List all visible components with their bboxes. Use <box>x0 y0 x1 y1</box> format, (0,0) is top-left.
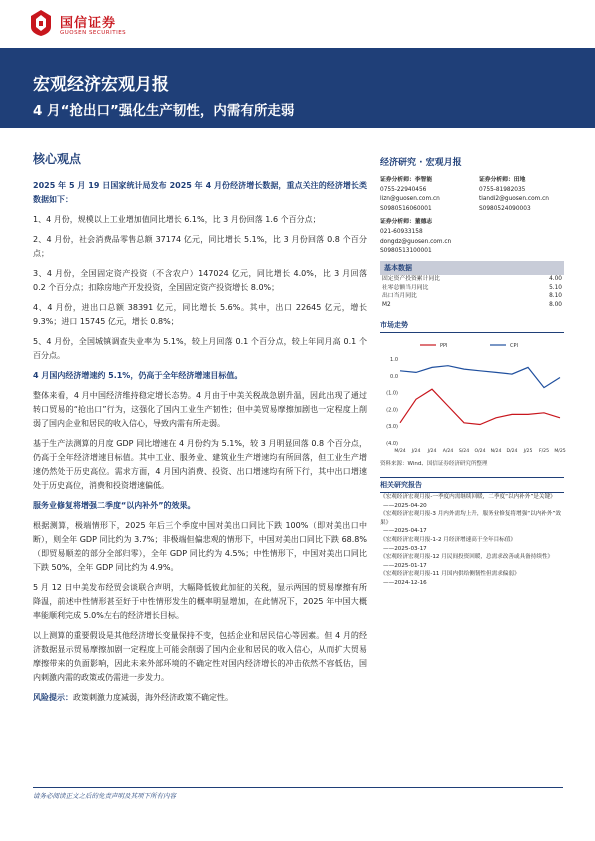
section-1-title: 4 月国内经济增速约 5.1%，仍高于全年经济增速目标值。 <box>33 371 243 380</box>
basic-data-table <box>380 275 564 310</box>
header-bar <box>0 0 595 48</box>
basic-data-value: 8.10 <box>549 293 562 300</box>
x-tick-label: D/24 <box>506 448 518 454</box>
y-tick-label: 1.0 <box>390 356 398 363</box>
related-report-item[interactable] <box>380 536 564 553</box>
data-item-4: 4、4 月份，进出口总额 38391 亿元，同比增长 5.6%。其中，出口 22645 亿元，增长 9.3%；进口 15745 亿元，增长 0.8%； <box>33 303 367 326</box>
chart-svg <box>380 335 564 457</box>
section-1-paragraph-2: 基于生产法测算的月度 GDP 同比增速在 4 月份约为 5.1%，较 3 月明显回落 0.8 个百分点，仍高于全年经济增速目标值。其中工业、服务业、建筑业生产增速均有所回落，但工业生产增速仍然处于历史高位。需求方面，4 月国内消费、投资、出口增速均有所下行，其中出口增速处于历史高位，消费和投资增速偏低。 <box>33 439 367 490</box>
main-column <box>33 150 367 711</box>
related-report-date: ——2025-01-17 <box>383 562 427 569</box>
x-tick-label: O/24 <box>474 448 486 454</box>
risk-text: 政策刺激力度减弱，海外经济政策不确定性。 <box>73 693 233 702</box>
basic-data-value: 8.00 <box>549 302 562 309</box>
x-tick-label: J/24 <box>427 448 437 454</box>
analyst-phone: 0755-22940456 <box>380 186 427 193</box>
analyst-label: 证券分析师：田地 <box>479 177 526 183</box>
basic-data-label: 出口当月同比 <box>382 293 417 300</box>
related-report-date: ——2024-12-16 <box>383 579 427 586</box>
section-2-paragraph-1: 根据测算，极端情形下，2025 年后三个季度中国对美出口同比下跌 100%（即对美出口中断），则全年 GDP 同比约为 3.7%；非极端但偏悲观的情形下，中国对美出口同比下跌 68.8%（即贸易顺差的部分全部归零），全年 GDP 同比约为 4.5%；中性情形下，中国对美出口同比下跌 50%，全年 GDP 同比约为 4.9%。 <box>33 521 367 572</box>
x-tick-label: M/24 <box>394 448 406 454</box>
title-banner <box>0 48 595 128</box>
side-column <box>380 155 564 587</box>
related-report-item[interactable] <box>380 553 564 570</box>
related-report-item[interactable] <box>380 570 564 587</box>
section-2-paragraph-3: 以上测算的重要假设是其他经济增长变量保持不变，包括企业和居民信心等因素。但 4 月的经济数据显示贸易摩擦加剧一定程度上可能会削弱了国内企业和居民的收入信心，从而扩大贸易摩擦带来的负面影响，因此未来外部环境的不确定性对国内经济增长的冲击依然不容低估，国内刺激内需的政策或仍需进一步发力。 <box>33 631 367 682</box>
related-report-item[interactable] <box>380 493 564 510</box>
intro-paragraph: 2025 年 5 月 19 日国家统计局发布 2025 年 4 月份经济增长数据，重点关注的经济增长类数据如下： <box>33 181 367 204</box>
y-tick-label: (1.0) <box>386 390 398 397</box>
basic-data-value: 4.00 <box>549 275 562 282</box>
analyst-label: 证券分析师：董德志 <box>380 219 433 226</box>
related-report-item[interactable] <box>380 510 564 536</box>
related-report-date: ——2025-04-20 <box>383 502 427 509</box>
related-report-title[interactable]: 《宏观经济宏观月报-一季度内需继续回暖，二季度“以内补外”是关键》 <box>380 493 556 500</box>
data-item-2: 2、4 月份，社会消费品零售总额 37174 亿元，同比增长 5.1%，比 3 月份回落 0.8 个百分点； <box>33 235 367 258</box>
footer-divider <box>33 787 563 788</box>
related-report-title[interactable]: 《宏观经济宏观月报-3 月内外需均上升，服务业修复将增强“以内补外”效果》 <box>380 511 561 526</box>
basic-data-row <box>380 275 564 284</box>
x-tick-label: J/24 <box>411 448 421 454</box>
section-2-paragraph-2: 5 月 12 日中美发布经贸会谈联合声明，大幅降低彼此加征的关税，显示两国的贸易摩擦有所降温，前述中性情形甚至好于中性情形发生的概率明显增加，在此情况下，2025 年中国大概率能顺利完成 5.0%左右的经济增长目标。 <box>33 583 367 620</box>
x-tick-label: N/24 <box>490 448 502 454</box>
risk-warning <box>33 691 367 705</box>
brand-name-cn: 国信证券 <box>60 16 117 31</box>
analyst-license: S0980524090003 <box>479 205 531 212</box>
analyst-card <box>479 176 564 214</box>
x-tick-label: F/25 <box>538 448 550 454</box>
basic-data-row <box>380 301 564 310</box>
x-tick-label: J/25 <box>523 448 533 454</box>
analyst-block <box>380 176 564 257</box>
legend-label: CPI <box>510 342 518 349</box>
analyst-email[interactable]: lizn@guosen.com.cn <box>380 196 440 203</box>
risk-label: 风险提示： <box>33 693 73 702</box>
market-trend-heading: 市场走势 <box>380 320 564 333</box>
section-2-title: 服务业修复将增强二季度“以内补外”的效果。 <box>33 501 196 510</box>
basic-data-label: 社零总额当月同比 <box>382 284 429 291</box>
chart-source: 资料来源：Wind、国信证券经济研究所整理 <box>380 460 488 467</box>
data-item-1: 1、4 月份，规模以上工业增加值同比增长 6.1%，比 3 月份回落 1.6 个百分点； <box>33 215 321 224</box>
basic-data-value: 5.10 <box>549 284 562 291</box>
report-title: 宏观经济宏观月报 <box>33 75 169 95</box>
data-item-5: 5、4 月份，全国城镇调查失业率为 5.1%，较上月回落 0.1 个百分点，较上年同月高 0.1 个百分点。 <box>33 337 367 360</box>
analyst-phone: 021-60933158 <box>380 228 423 235</box>
related-report-title[interactable]: 《宏观经济宏观月报-1-2 月经济增速高于全年目标值》 <box>380 536 516 543</box>
basic-data-label: M2 <box>382 302 391 309</box>
related-report-title[interactable]: 《宏观经济宏观月报-12 月民间投资回暖，总需求改善或具备持续性》 <box>380 554 554 561</box>
brand-logo[interactable] <box>30 9 170 41</box>
analyst-label: 证券分析师：李智能 <box>380 177 433 183</box>
report-category: 经济研究 · 宏观月报 <box>380 158 462 168</box>
series-line-ppi <box>400 389 560 424</box>
analyst-card <box>380 176 479 214</box>
analyst-phone: 0755-81982035 <box>479 186 526 193</box>
related-reports-list <box>380 493 564 588</box>
series-line-cpi <box>400 366 560 388</box>
y-tick-label: (2.0) <box>386 407 398 414</box>
basic-data-row <box>380 292 564 301</box>
section-1-paragraph-1: 整体来看，4 月中国经济维持稳定增长态势。4 月由于中美关税战急剧升温，因此出现了通过转口贸易的“抢出口”行为，这强化了国内工业生产韧性；但中美贸易摩擦加剧也一定程度上削弱了国内企业和居民的收入信心，导致内需有所走弱。 <box>33 391 367 428</box>
footer-disclaimer: 请务必阅读正文之后的免责声明及其项下所有内容 <box>33 792 176 800</box>
analyst-license: S0980516060001 <box>380 205 432 212</box>
basic-data-label: 固定资产投资累计同比 <box>382 275 440 282</box>
brand-name-en: GUOSEN SECURITIES <box>60 30 127 36</box>
y-tick-label: 0.0 <box>390 373 398 380</box>
x-tick-label: A/24 <box>442 448 454 454</box>
analyst-card <box>380 215 479 256</box>
related-report-title[interactable]: 《宏观经济宏观月报-11 月国内供给侧韧性但需求偏弱》 <box>380 571 520 578</box>
data-item-3: 3、4 月份，全国固定资产投资（不含农户）147024 亿元，同比增长 4.0%，比 3 月回落 0.2 个百分点；扣除房地产开发投资，全国固定资产投资增长 8.0%； <box>33 269 367 292</box>
y-tick-label: (3.0) <box>386 424 398 431</box>
analyst-email[interactable]: dongdz@guosen.com.cn <box>380 238 452 245</box>
market-trend-chart <box>380 335 564 457</box>
x-tick-label: S/24 <box>458 448 470 454</box>
basic-data-heading: 基本数据 <box>380 261 564 275</box>
analyst-license: S0980513100001 <box>380 248 432 255</box>
x-tick-label: M/25 <box>554 448 566 454</box>
legend-label: PPI <box>440 342 448 349</box>
related-report-date: ——2025-04-17 <box>383 528 427 535</box>
brand-logo-icon <box>30 9 52 37</box>
core-heading: 核心观点 <box>33 152 82 166</box>
analyst-email[interactable]: tiandi2@guosen.com.cn <box>479 196 549 203</box>
y-tick-label: (4.0) <box>386 440 398 447</box>
related-reports-heading: 相关研究报告 <box>380 477 564 493</box>
basic-data-row <box>380 284 564 293</box>
related-report-date: ——2025-03-17 <box>383 545 427 552</box>
report-subtitle: 4 月“抢出口”强化生产韧性，内需有所走弱 <box>33 103 295 119</box>
